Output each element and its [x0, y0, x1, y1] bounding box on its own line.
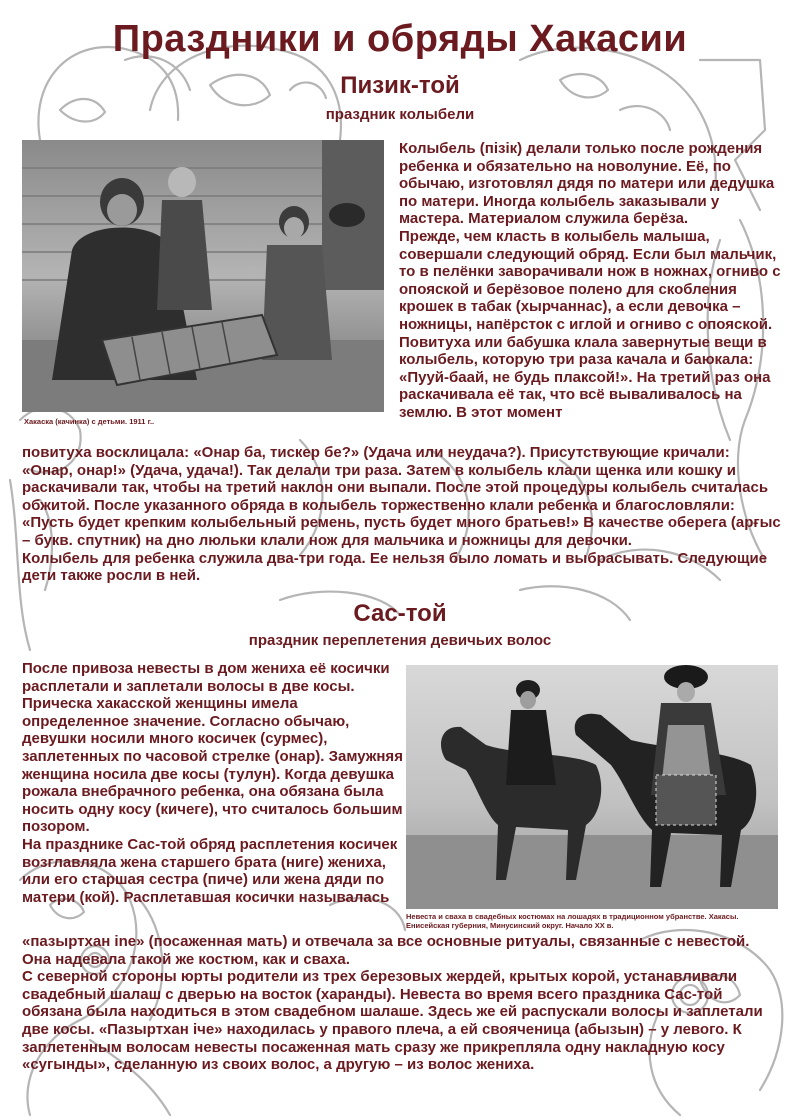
photo-khakas-woman-with-children — [22, 140, 384, 412]
photo1-caption: Хакаска (качинка) с детьми. 1911 г.. — [24, 417, 155, 426]
section1-column-text — [399, 140, 784, 422]
section2-title: Сас-той — [353, 600, 447, 627]
section1-col-paragraph: Прежде, чем класть в колыбель малыша, совершали следующий обряд. Если был мальчик, то в пелёнки заворачивали нож в ножнах, огниво с опояской и берёзовое полено для скобления крошек в табак (хырчаннас), а если девочка – ножницы, напёрсток с иглой и огниво с опояской. Повитуха или бабушка клала завернутые вещи в колыбель, которую три раза качала и баюкала: «Пууй-баай, не будь плаксой!». На третий раз она раскачивала её так, что всё вываливалось на землю. В этот момент — [399, 227, 781, 421]
section2-col-paragraph: Прическа хакасской женщины имела определенное значение. Согласно обычаю, девушки носили много косичек (сурмес), заплетенных по часовой стрелке (онар). Замужняя женщина носила две косы (тулун). Когда девушка рожала внебрачного ребенка, она обязана была носить одну косу (кичеге), что считалось большим позором. — [22, 695, 403, 836]
section1-subtitle: праздник колыбели — [325, 106, 475, 123]
section2-col-paragraph: После привоза невесты в дом жениха её косички расплетали и заплетали волосы в две косы. — [22, 660, 390, 695]
photo-bride-and-matchmaker-on-horses — [406, 665, 778, 909]
section1-paragraph: Колыбель для ребенка служила два-три года. Ее нельзя было ломать и выбрасывать. Следующие дети также росли в ней. — [22, 549, 768, 585]
section1-full-text — [22, 444, 782, 585]
section1-paragraph: повитуха восклицала: «Онар ба, тискер бе?» (Удача или неудача?). Присутствующие кричали: «Онар, онар!» (Удача, удача!). Так делали три раза. Затем в колыбель клали щенка или кошку и раскачивали так, чтобы на третий наклон они выпали. После этой процедуры колыбель считалась обжитой. После указанного обряда в колыбель торжественно клали ребенка и благословляли: «Пусть будет крепким колыбельный ремень, пусть будет много братьев!» В качестве оберега (арғыс – букв. спутник) на дно люльки клали нож для мальчика и ножницы для девочки. — [22, 444, 781, 549]
section1-title: Пизик-той — [340, 72, 460, 99]
section2-full-text — [22, 933, 782, 1074]
section2-paragraph: «пазыртхан іne» (посаженная мать) и отвечала за все основные ритуалы, связанные с невестой. Она надевала такой же костюм, как и сваха. — [22, 933, 750, 968]
page-title: Праздники и обряды Хакасии — [112, 18, 688, 60]
section2-column-text — [22, 660, 406, 906]
section2-paragraph: С северной стороны юрты родители из трех березовых жердей, крытых корой, устанавливали свадебный шалаш с дверью на восток (харанды). Невеста во время всего праздника Сас-той обязана была находиться в этом свадебном шалаше. Здесь же ей распускали волосы и заплетали две косы. «Пазыртхан іче» находилась у правого плеча, а ей свояченица (абызын) – у левого. К заплетенным волосам невесты посаженная мать сразу же прикрепляла одну накладную косу «сугынды», сделанную из своих волос, а другую – из волос жениха. — [22, 968, 763, 1074]
section1-col-paragraph: Колыбель (пізік) делали только после рождения ребенка и обязательно на новолуние. Её, по обычаю, изготовлял дядя по матери или дедушка по матери. Иногда колыбель заказывали у мастера. Материалом служила берёза. — [399, 140, 775, 228]
section2-subtitle: праздник переплетения девичьих волос — [248, 632, 552, 649]
section2-col-paragraph: На празднике Сас-той обряд расплетения косичек возглавляла жена старшего брата (ниге) жениха, или его старшая сестра (пиче) или жена дяди по матери (кой). Расплетавшая косички называлась — [22, 835, 398, 906]
photo2-caption: Невеста и сваха в свадебных костюмах на лошадях в традиционном убранстве. Хакасы. Енисейская губерния, Минусинский округ. Начало XX в. — [406, 912, 739, 930]
